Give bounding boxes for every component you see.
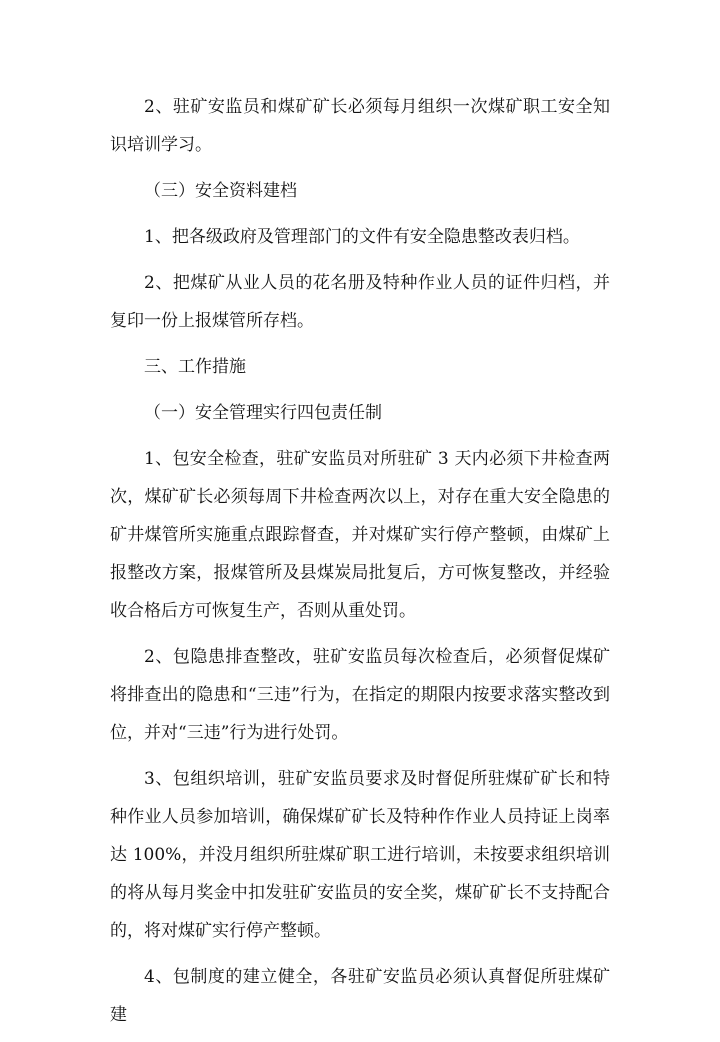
- document-body: [110, 88, 610, 1042]
- paragraph-archive-government-documents: 1、把各级政府及管理部门的文件有安全隐患整改表归档。: [144, 227, 580, 247]
- heading-four-responsibility-system: （一）安全管理实行四包责任制: [144, 403, 382, 423]
- heading-safety-records-archiving: （三）安全资料建档: [144, 181, 297, 201]
- paragraph-safety-inspection: 1、包安全检查，驻矿安监员对所驻矿 3 天内必须下井检查两次，煤矿矿长必须每周下井检查两次以上，对存在重大安全隐患的矿井煤管所实施重点跟踪督查，并对煤矿实行停产整顿，由煤矿上报整改方案，报煤管所及县煤炭局批复后，方可恢复整改，并经验收合格后方可恢复生产，否则从重处罚。: [110, 449, 610, 621]
- paragraph-organize-training: 3、包组织培训，驻矿安监员要求及时督促所驻煤矿矿长和特种作业人员参加培训，确保煤矿矿长及特种作作业人员持证上岗率达 100%，并没月组织所驻煤矿职工进行培训，未按要求组织培训的将从每月奖金中扣发驻矿安监员的安全奖，煤矿矿长不支持配合的，将对煤矿实行停产整顿。: [110, 769, 610, 941]
- paragraph-monthly-training: 2、驻矿安监员和煤矿矿长必须每月组织一次煤矿职工安全知识培训学习。: [110, 97, 610, 155]
- paragraph-system-establishment: 4、包制度的建立健全，各驻矿安监员必须认真督促所驻煤矿建: [110, 967, 610, 1025]
- paragraph-hazard-rectification: 2、包隐患排查整改，驻矿安监员每次检查后，必须督促煤矿将排查出的隐患和“三违”行为，在指定的期限内按要求落实整改到位，并对“三违”行为进行处罚。: [110, 647, 610, 743]
- heading-work-measures: 三、工作措施: [144, 357, 246, 377]
- paragraph-archive-personnel-certificates: 2、把煤矿从业人员的花名册及特种作业人员的证件归档，并复印一份上报煤管所存档。: [110, 273, 610, 331]
